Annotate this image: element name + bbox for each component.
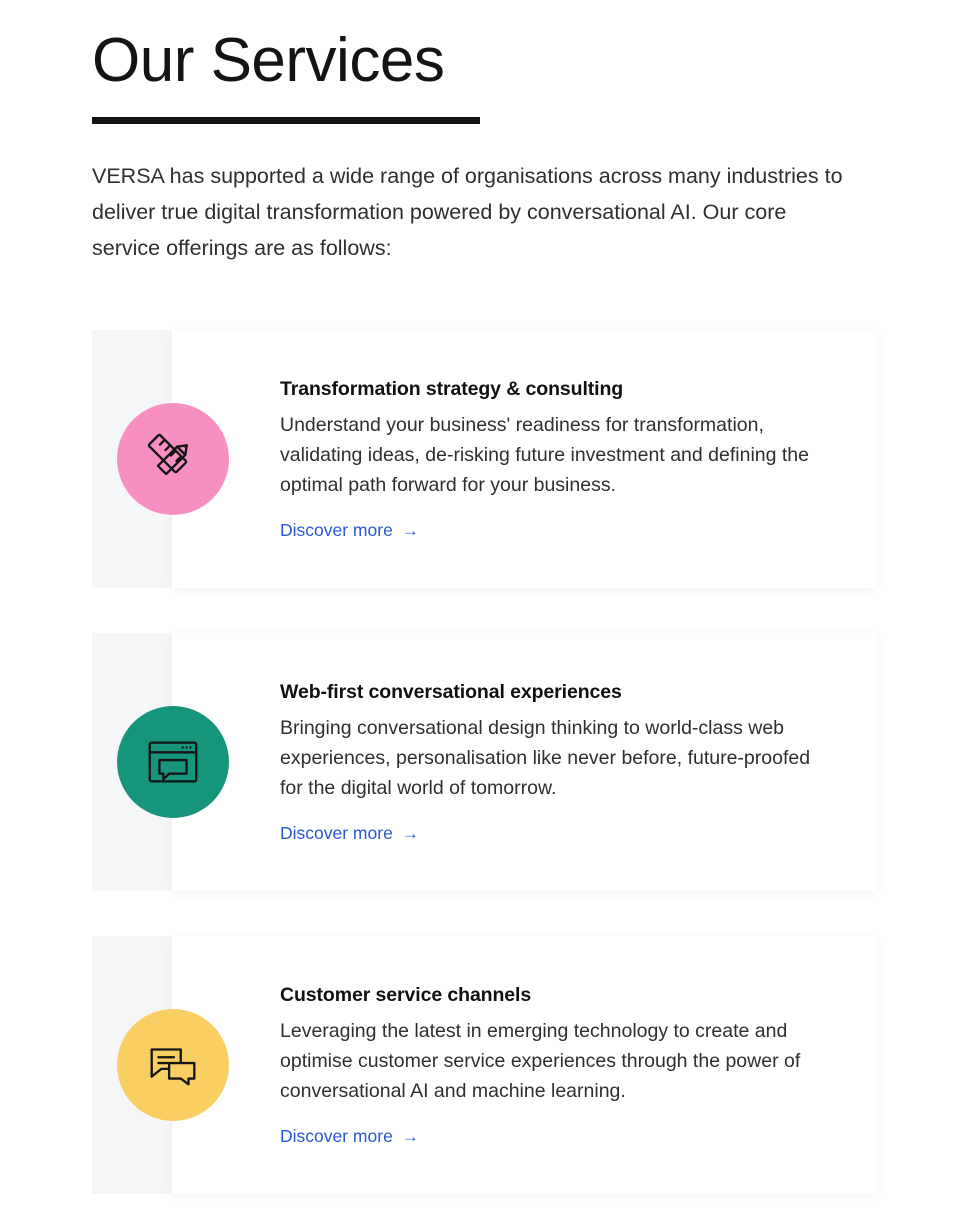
discover-more-link[interactable] xyxy=(280,520,419,541)
title-underline-rule xyxy=(92,117,480,124)
card-title: Customer service channels xyxy=(280,983,532,1006)
browser-chat-icon xyxy=(117,706,229,818)
intro-paragraph: VERSA has supported a wide range of organisations across many industries to deliver true digital transformation powered by conversational AI. Our core service offerings are as follows: xyxy=(92,164,843,261)
card-title: Web-first conversational experiences xyxy=(280,680,622,703)
card-description: Bringing conversational design thinking to world-class web experiences, personalisation like never before, future-proofed for the digital world of tomorrow. xyxy=(280,716,811,800)
discover-more-label: Discover more xyxy=(280,520,393,541)
discover-more-label: Discover more xyxy=(280,1126,393,1147)
card-text xyxy=(229,984,877,1148)
service-card-list xyxy=(92,330,877,1194)
card-description: Leveraging the latest in emerging technology to create and optimise customer service experiences through the power of conversational AI and machine learning. xyxy=(280,1019,801,1103)
card-title: Transformation strategy & consulting xyxy=(280,377,624,400)
service-card[interactable] xyxy=(92,633,877,891)
discover-more-link[interactable] xyxy=(280,823,419,844)
service-card[interactable] xyxy=(92,936,877,1194)
discover-more-label: Discover more xyxy=(280,823,393,844)
arrow-right-icon: → xyxy=(401,1127,419,1147)
chat-bubbles-icon xyxy=(117,1009,229,1121)
card-description: Understand your business' readiness for transformation, validating ideas, de-risking future investment and defining the optimal path forward for your business. xyxy=(280,413,809,497)
service-card[interactable] xyxy=(92,330,877,588)
page-title: Our Services xyxy=(92,26,445,95)
ruler-pencil-icon xyxy=(117,403,229,515)
card-text xyxy=(229,681,877,845)
card-text xyxy=(229,378,877,542)
arrow-right-icon: → xyxy=(401,521,419,541)
discover-more-link[interactable] xyxy=(280,1126,419,1147)
arrow-right-icon: → xyxy=(401,824,419,844)
